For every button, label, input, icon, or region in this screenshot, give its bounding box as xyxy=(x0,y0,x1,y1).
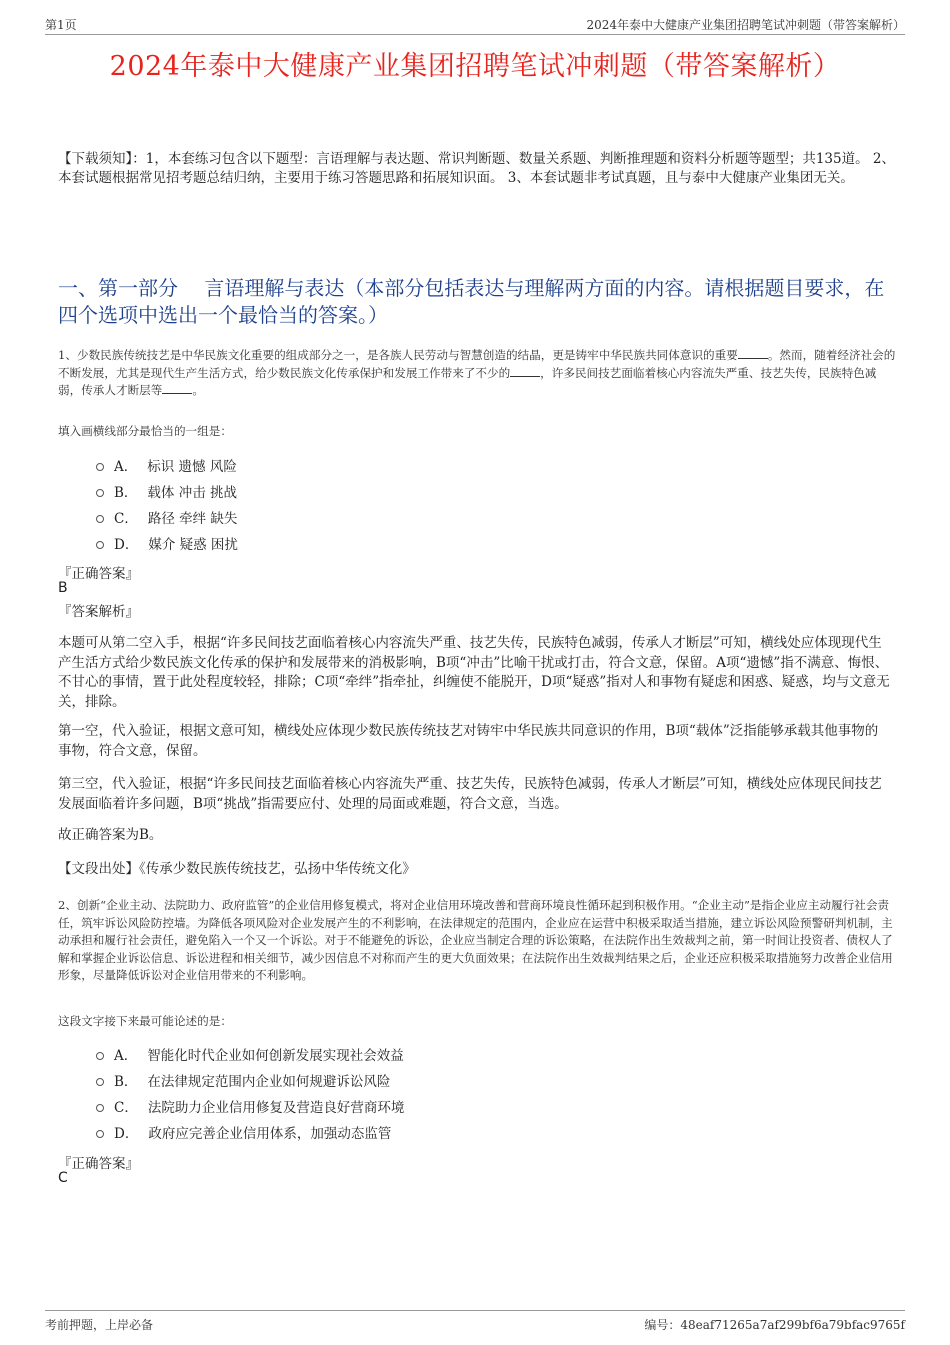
fill-blank xyxy=(510,376,540,377)
radio-icon[interactable] xyxy=(96,541,104,549)
option-c[interactable] xyxy=(96,1093,404,1119)
question-1-options xyxy=(96,452,238,556)
option-text: 在法律规定范围内企业如何规避诉讼风险 xyxy=(147,1074,391,1090)
option-letter: A． xyxy=(114,459,138,475)
radio-icon[interactable] xyxy=(96,1130,104,1138)
running-title: 2024年泰中大健康产业集团招聘笔试冲刺题（带答案解析） xyxy=(586,18,905,32)
option-c[interactable] xyxy=(96,504,238,530)
question-2-stem: 2、创新“企业主动、法院助力、政府监管”的企业信用修复模式，将对企业信用环境改善和营商环境良性循环起到积极作用。“企业主动”是指企业应主动履行社会责任，筑牢诉讼风险防控墙。为降低各项风险对企业发展产生的不利影响，在法律规定的范围内，企业应在运营中积极采取适当措施，建立诉讼风险预警研判机制，主动承担和履行社会责任，避免陷入一个又一个诉讼。对于不能避免的诉讼，企业应当制定合理的诉讼策略，在法院作出生效裁判之前，第一时间让投资者、债权人了解和掌握企业诉讼信息、诉讼进程和相关细节，减少因信息不对称而产生的更大负面效果；在法院作出生效裁判结果之后，企业还应积极采取措施努力改善企业信用形象，尽量降低诉讼对企业信用带来的不利影响。 xyxy=(58,898,893,982)
option-d[interactable] xyxy=(96,1119,404,1145)
stem-part: 。然而，随着经济社会的不断发展，尤其是现代生产生活方式，给少数民族文化传承保护和发展工作带来了不少的 xyxy=(58,348,896,380)
option-text: 政府应完善企业信用体系，加强动态监管 xyxy=(148,1126,392,1142)
radio-icon[interactable] xyxy=(96,463,104,471)
document-id: 编号：48eaf71265a7af299bf6a79bfac9765f xyxy=(644,1318,905,1332)
option-text: 路径 牵绊 缺失 xyxy=(147,511,238,527)
option-a[interactable] xyxy=(96,1041,404,1067)
analysis-label: 『答案解析』 xyxy=(58,604,139,620)
option-b[interactable] xyxy=(96,1067,404,1093)
option-d[interactable] xyxy=(96,530,238,556)
footer-slogan: 考前押题，上岸必备 xyxy=(45,1318,154,1332)
radio-icon[interactable] xyxy=(96,515,104,523)
page-number: 第1页 xyxy=(45,18,77,32)
download-notice: 【下载须知】：1，本套练习包含以下题型：言语理解与表达题、常识判断题、数量关系题、判断推理题和资料分析题等题型；共135道。 2、本套试题根据常见招考题总结归纳，主要用于练习答题思路和拓展知识面。 3、本套试题非考试真题，且与泰中大健康产业集团无关。 xyxy=(58,151,895,186)
stem-part: 1、少数民族传统技艺是中华民族文化重要的组成部分之一，是各族人民劳动与智慧创造的结晶，更是铸牢中华民族共同体意识的重要 xyxy=(58,348,738,362)
analysis-conclusion: 故正确答案为B。 xyxy=(58,827,163,843)
fill-blank xyxy=(162,393,192,394)
correct-answer: C xyxy=(58,1170,68,1186)
option-letter: D． xyxy=(114,537,139,553)
section-title: 一、第一部分 言语理解与表达（本部分包括表达与理解两方面的内容。请根据题目要求，在四个选项中选出一个最恰当的答案。） xyxy=(58,276,885,327)
option-letter: C． xyxy=(114,1100,138,1116)
option-text: 法院助力企业信用修复及营造良好营商环境 xyxy=(147,1100,405,1116)
answer-label: 『正确答案』 xyxy=(58,1156,139,1172)
source-citation: 【文段出处】《传承少数民族传统技艺，弘扬中华传统文化》 xyxy=(58,861,416,877)
option-letter: C． xyxy=(114,511,138,527)
option-letter: D． xyxy=(114,1126,139,1142)
analysis-paragraph: 本题可从第二空入手，根据“许多民间技艺面临着核心内容流失严重、技艺失传，民族特色减弱，传承人才断层”可知，横线处应体现现代生产生活方式给少数民族文化传承的保护和发展带来的消极影响，B项“冲击”比喻干扰或打击，符合文意，保留。A项“遗憾”指不满意、悔恨、不甘心的事情，置于此处程度较轻，排除；C项“牵绊”指牵扯，纠缠使不能脱开，D项“疑惑”指对人和事物有疑虑和困惑、疑惑，均与文意无关，排除。 xyxy=(58,635,890,710)
option-letter: B． xyxy=(114,485,138,501)
page-header xyxy=(45,14,905,35)
question-1-prompt: 填入画横线部分最恰当的一组是： xyxy=(58,424,232,438)
answer-label: 『正确答案』 xyxy=(58,566,139,582)
stem-part: ，许多民间技艺面临着核心内容流失严重、技艺失传，民族特色减弱，传承人才断层等 xyxy=(58,365,877,397)
option-letter: B． xyxy=(114,1074,138,1090)
stem-part: 。 xyxy=(192,383,204,397)
option-text: 媒介 疑惑 困扰 xyxy=(148,537,238,553)
radio-icon[interactable] xyxy=(96,489,104,497)
analysis-paragraph: 第一空，代入验证，根据文意可知，横线处应体现少数民族传统技艺对铸牢中华民族共同意识的作用，B项“载体”泛指能够承载其他事物的事物，符合文意，保留。 xyxy=(58,723,879,759)
option-text: 载体 冲击 挑战 xyxy=(147,485,238,501)
analysis-paragraph: 第三空，代入验证，根据“许多民间技艺面临着核心内容流失严重、技艺失传，民族特色减弱，传承人才断层”可知，横线处应体现民间技艺发展面临着许多问题，B项“挑战”指需要应付、处理的局面或难题，符合文意，当选。 xyxy=(58,776,882,812)
question-2-prompt: 这段文字接下来最可能论述的是： xyxy=(58,1014,232,1028)
radio-icon[interactable] xyxy=(96,1104,104,1112)
option-a[interactable] xyxy=(96,452,238,478)
page-footer xyxy=(45,1310,905,1332)
radio-icon[interactable] xyxy=(96,1052,104,1060)
option-text: 智能化时代企业如何创新发展实现社会效益 xyxy=(147,1048,404,1064)
option-b[interactable] xyxy=(96,478,238,504)
radio-icon[interactable] xyxy=(96,1078,104,1086)
option-letter: A． xyxy=(114,1048,138,1064)
correct-answer: B xyxy=(58,580,68,596)
option-text: 标识 遗憾 风险 xyxy=(147,459,237,475)
document-title: 2024年泰中大健康产业集团招聘笔试冲刺题（带答案解析） xyxy=(109,51,841,82)
question-1-stem xyxy=(58,347,898,400)
fill-blank xyxy=(738,358,768,359)
question-2-options xyxy=(96,1041,404,1145)
